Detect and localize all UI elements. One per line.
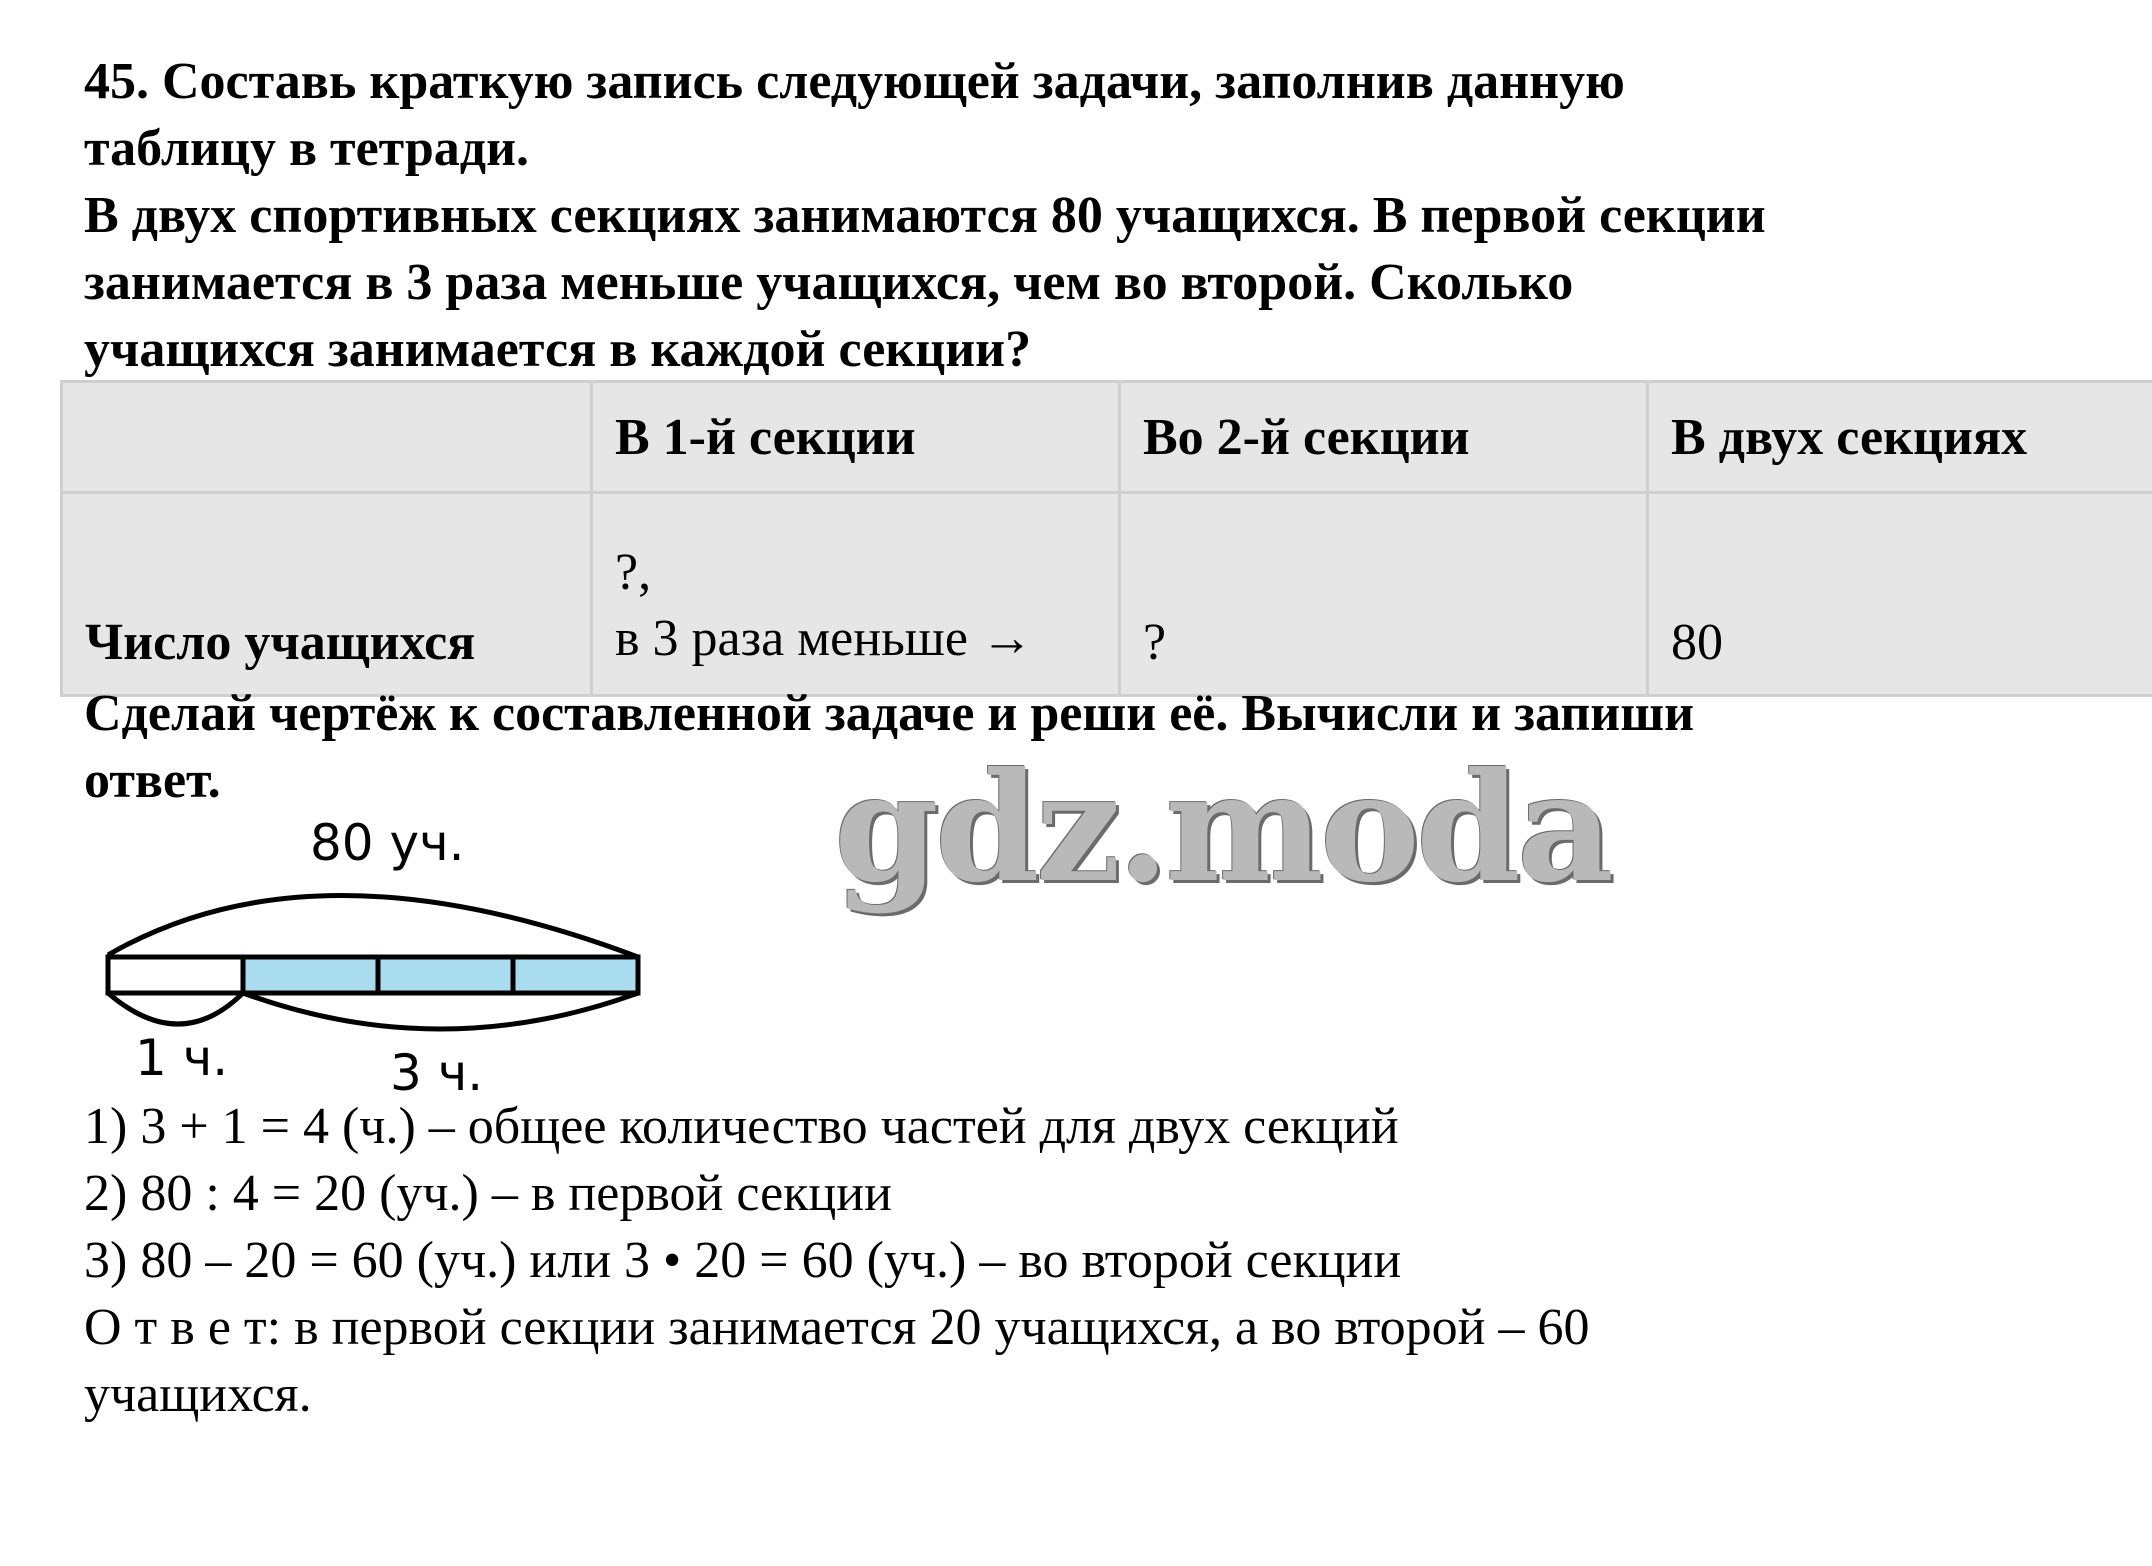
solution-step-2: 2) 80 : 4 = 20 (уч.) – в первой секции (84, 1165, 892, 1222)
part1-label: 1 ч. (135, 1029, 229, 1087)
header-cell-empty (62, 382, 592, 493)
segment-part-4 (513, 957, 638, 993)
solution-step-3: 3) 80 – 20 = 60 (уч.) или 3 • 20 = 60 (уч.) – во второй секции (84, 1232, 1402, 1289)
total-brace (108, 895, 638, 957)
task-line-3: В двух спортивных секциях занимаются 80 учащихся. В первой секции (84, 187, 1766, 244)
instruction-line-1: Сделай чертёж к составленной задаче и реши её. Вычисли и запиши (84, 685, 1695, 742)
cell-section-2: ? (1120, 493, 1648, 696)
part1-brace (108, 993, 243, 1024)
header-cell-section-2: Во 2-й секции (1120, 382, 1648, 493)
solution-step-1: 1) 3 + 1 = 4 (ч.) – общее количество частей для двух секций (84, 1098, 1399, 1155)
row-label-students: Число учащихся (62, 493, 592, 696)
cell-section-1-question: ?, (615, 544, 652, 601)
part2-brace (243, 993, 638, 1029)
table-row (62, 493, 2152, 696)
cell-section-1 (592, 493, 1120, 696)
answer-line-2: учащихся. (84, 1366, 312, 1423)
answer-line-1: О т в е т: в первой секции занимается 20 учащихся, а во второй – 60 (84, 1299, 1590, 1356)
cell-section-1-relation: в 3 раза меньше → (615, 610, 1033, 667)
part2-label: 3 ч. (390, 1044, 484, 1102)
segment-part-3 (378, 957, 513, 993)
segment-part-1 (108, 957, 243, 993)
summary-table (60, 380, 2152, 697)
header-cell-both-sections: В двух секциях (1648, 382, 2152, 493)
task-line-4: занимается в 3 раза меньше учащихся, чем во второй. Сколько (84, 254, 1574, 311)
task-line-1: 45. Составь краткую запись следующей задачи, заполнив данную (84, 53, 1625, 110)
task-line-5: учащихся занимается в каждой секции? (84, 321, 1032, 378)
segment-part-2 (243, 957, 378, 993)
header-cell-section-1: В 1-й секции (592, 382, 1120, 493)
instruction-line-2: ответ. (84, 752, 221, 809)
cell-total: 80 (1648, 493, 2152, 696)
task-line-2: таблицу в тетради. (84, 120, 530, 177)
watermark: gdz.moda (834, 740, 1611, 916)
segment-diagram (90, 805, 670, 1105)
table-header-row (62, 382, 2152, 493)
total-label: 80 уч. (310, 814, 465, 872)
